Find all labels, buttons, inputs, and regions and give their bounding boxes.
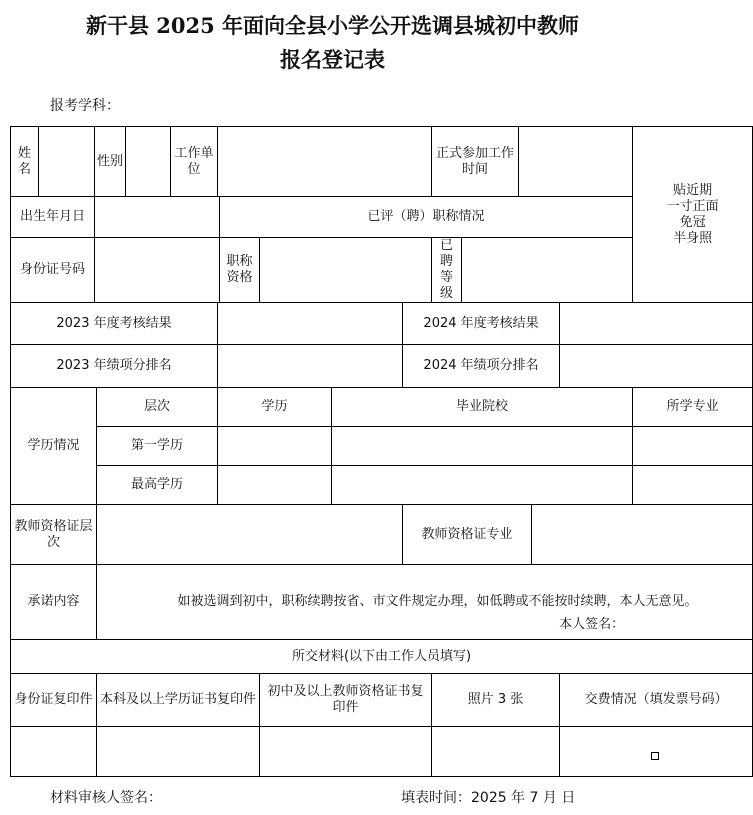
qualification-value[interactable] <box>260 238 432 303</box>
fill-date-label: 填表时间：2025 年 7 月 日 <box>401 790 576 806</box>
material-id-copy-value[interactable] <box>11 727 97 777</box>
work-start-label: 正式参加工作时间 <box>432 127 519 197</box>
material-photos: 照片 3 张 <box>432 674 560 727</box>
table-resize-handle <box>651 752 659 760</box>
material-cert-copy: 初中及以上教师资格证书复印件 <box>260 674 432 727</box>
title-status-label: 已评（聘）职称情况 <box>220 197 633 238</box>
assess-2024-value[interactable] <box>560 303 753 345</box>
rank-2023-label: 2023 年绩项分排名 <box>11 345 218 388</box>
first-degree-value[interactable] <box>218 427 332 466</box>
assess-2024-label: 2024 年度考核结果 <box>403 303 560 345</box>
edu-header-school: 毕业院校 <box>332 388 633 427</box>
photo-text-3: 免冠 <box>679 214 706 230</box>
material-degree-copy-value[interactable] <box>97 727 260 777</box>
photo-text-2: 一寸正面 <box>666 198 719 214</box>
rank-2023-value[interactable] <box>218 345 403 388</box>
rank-2024-value[interactable] <box>560 345 753 388</box>
cert-major-value[interactable] <box>532 505 753 565</box>
id-number-label: 身份证号码 <box>11 238 95 303</box>
material-id-copy: 身份证复印件 <box>11 674 97 727</box>
highest-degree-label: 最高学历 <box>97 466 218 505</box>
reviewer-signature-label: 材料审核人签名： <box>50 790 162 806</box>
work-unit-label: 工作单位 <box>171 127 218 197</box>
hired-level-value[interactable] <box>462 238 633 303</box>
material-cert-copy-value[interactable] <box>260 727 432 777</box>
birth-value[interactable] <box>95 197 220 238</box>
work-unit-value[interactable] <box>218 127 432 197</box>
highest-degree-major[interactable] <box>633 466 753 505</box>
work-start-value[interactable] <box>519 127 633 197</box>
promise-signature: 本人签名： <box>559 617 625 632</box>
cert-level-value[interactable] <box>97 505 403 565</box>
assess-2023-value[interactable] <box>218 303 403 345</box>
first-degree-school[interactable] <box>332 427 633 466</box>
first-degree-label: 第一学历 <box>97 427 218 466</box>
photo-text-4: 半身照 <box>673 230 713 246</box>
material-photos-value[interactable] <box>432 727 560 777</box>
gender-value[interactable] <box>126 127 171 197</box>
photo-text-1: 贴近期 <box>673 182 713 198</box>
qualification-label: 职称资格 <box>220 238 260 303</box>
gender-label: 性别 <box>95 127 126 197</box>
promise-label: 承诺内容 <box>11 565 97 640</box>
cert-level-label: 教师资格证层次 <box>11 505 97 565</box>
photo-box[interactable] <box>633 127 753 303</box>
rank-2024-label: 2024 年绩项分排名 <box>403 345 560 388</box>
id-number-value[interactable] <box>95 238 220 303</box>
promise-text: 如被选调到初中，职称续聘按省、市文件规定办理，如低聘或不能按时续聘，本人无意见。 <box>177 594 698 609</box>
edu-header-level: 层次 <box>97 388 218 427</box>
birth-label: 出生年月日 <box>11 197 95 238</box>
form-title: 新干县 2025 年面向全县小学公开选调县城初中教师 <box>85 13 580 38</box>
material-degree-copy: 本科及以上学历证书复印件 <box>97 674 260 727</box>
name-label: 姓名 <box>11 127 39 197</box>
edu-header-degree: 学历 <box>218 388 332 427</box>
highest-degree-value[interactable] <box>218 466 332 505</box>
education-label: 学历情况 <box>11 388 97 505</box>
promise-content <box>97 565 753 640</box>
name-value[interactable] <box>39 127 95 197</box>
assess-2023-label: 2023 年度考核结果 <box>11 303 218 345</box>
first-degree-major[interactable] <box>633 427 753 466</box>
edu-header-major: 所学专业 <box>633 388 753 427</box>
hired-level-label: 已聘等级 <box>432 238 462 303</box>
form-subtitle: 报名登记表 <box>280 47 385 72</box>
highest-degree-school[interactable] <box>332 466 633 505</box>
cert-major-label: 教师资格证专业 <box>403 505 532 565</box>
registration-table <box>10 126 753 777</box>
materials-header: 所交材料(以下由工作人员填写) <box>11 640 753 674</box>
material-fee: 交费情况（填发票号码） <box>560 674 753 727</box>
subject-label: 报考学科： <box>50 98 120 114</box>
